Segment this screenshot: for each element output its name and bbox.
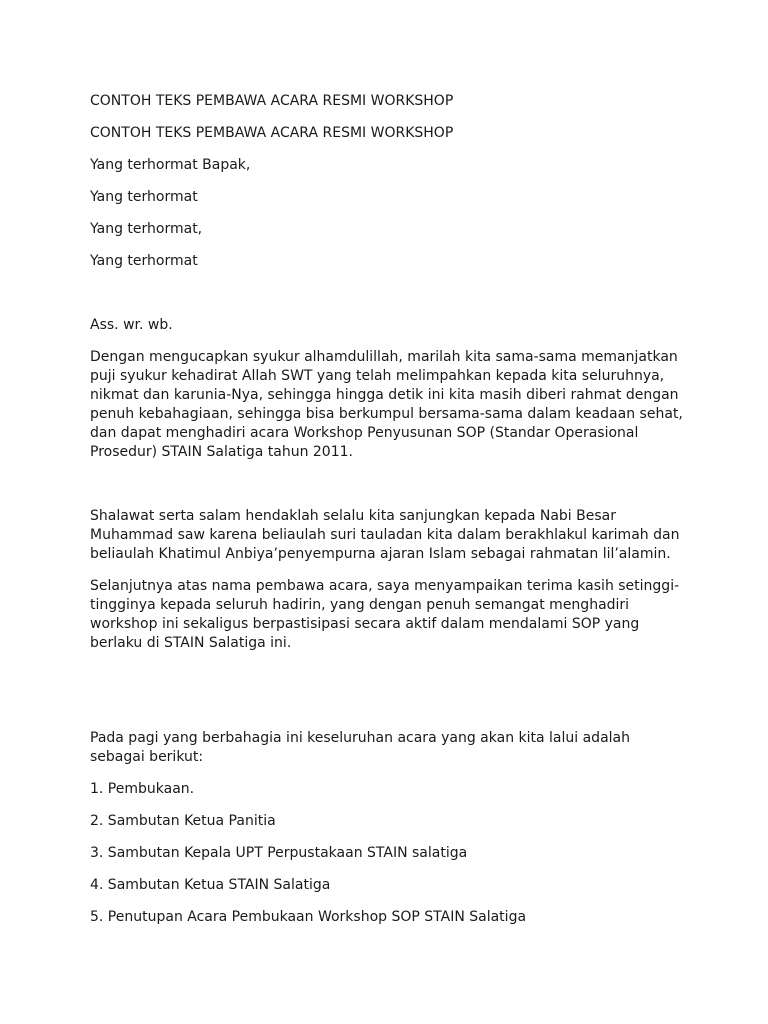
- agenda-item-text: 5. Penutupan Acara Pembukaan Workshop SOP STAIN Salatiga: [90, 909, 527, 925]
- agenda-item-text: 2. Sambutan Ketua Panitia: [90, 813, 276, 829]
- greeting-3: [90, 220, 680, 239]
- paragraph-line: Dengan mengucapkan syukur alhamdulillah, marilah kita sama-sama memanjatkan: [90, 349, 678, 365]
- agenda-item: [90, 844, 680, 863]
- paragraph-line: penuh kebahagiaan, sehingga bisa berkumpul bersama-sama dalam keadaan sehat,: [90, 406, 683, 422]
- agenda-item-text: 3. Sambutan Kepala UPT Perpustakaan STAIN salatiga: [90, 845, 468, 861]
- paragraph-line: Muhammad saw karena beliaulah suri tauladan kita dalam berakhlakul karimah dan: [90, 527, 680, 543]
- greeting-text: Yang terhormat: [90, 253, 198, 269]
- paragraph-opening: [90, 348, 683, 462]
- title-line: CONTOH TEKS PEMBAWA ACARA RESMI WORKSHOP: [90, 93, 454, 109]
- paragraph-line: Shalawat serta salam hendaklah selalu kita sanjungkan kepada Nabi Besar: [90, 508, 616, 524]
- paragraph-agenda-intro: [90, 729, 680, 767]
- agenda-item: [90, 780, 680, 799]
- greeting-1: [90, 156, 680, 175]
- document-title-repeat: [90, 124, 680, 143]
- salam-text: Ass. wr. wb.: [90, 317, 173, 333]
- agenda-item: [90, 812, 680, 831]
- paragraph-line: Pada pagi yang berbahagia ini keseluruhan acara yang akan kita lalui adalah: [90, 730, 630, 746]
- paragraph-line: nikmat dan karunia-Nya, sehingga hingga detik ini kita masih diberi rahmat dengan: [90, 387, 679, 403]
- paragraph-line: beliaulah Khatimul Anbiya’penyempurna ajaran Islam sebagai rahmatan lil’alamin.: [90, 546, 671, 562]
- paragraph-line: tingginya kepada seluruh hadirin, yang dengan penuh semangat menghadiri: [90, 597, 630, 613]
- paragraph-thanks: [90, 577, 680, 653]
- paragraph-line: Prosedur) STAIN Salatiga tahun 2011.: [90, 444, 353, 460]
- paragraph-line: sebagai berikut:: [90, 749, 204, 765]
- greeting-text: Yang terhormat Bapak,: [90, 157, 251, 173]
- salam: [90, 316, 680, 335]
- paragraph-line: workshop ini sekaligus berpastisipasi secara aktif dalam mendalami SOP yang: [90, 616, 640, 632]
- agenda-item: [90, 876, 680, 895]
- greeting-text: Yang terhormat: [90, 189, 198, 205]
- paragraph-line: dan dapat menghadiri acara Workshop Penyusunan SOP (Standar Operasional: [90, 425, 639, 441]
- title-line: CONTOH TEKS PEMBAWA ACARA RESMI WORKSHOP: [90, 125, 454, 141]
- paragraph-line: puji syukur kehadirat Allah SWT yang telah melimpahkan kepada kita seluruhnya,: [90, 368, 665, 384]
- paragraph-line: Selanjutnya atas nama pembawa acara, saya menyampaikan terima kasih setinggi-: [90, 578, 680, 594]
- greeting-text: Yang terhormat,: [90, 221, 203, 237]
- paragraph-shalawat: [90, 507, 680, 564]
- agenda-item: [90, 908, 680, 927]
- agenda-item-text: 4. Sambutan Ketua STAIN Salatiga: [90, 877, 331, 893]
- paragraph-line: berlaku di STAIN Salatiga ini.: [90, 635, 292, 651]
- greeting-4: [90, 252, 680, 271]
- greeting-2: [90, 188, 680, 207]
- agenda-item-text: 1. Pembukaan.: [90, 781, 195, 797]
- document-title: [90, 92, 680, 111]
